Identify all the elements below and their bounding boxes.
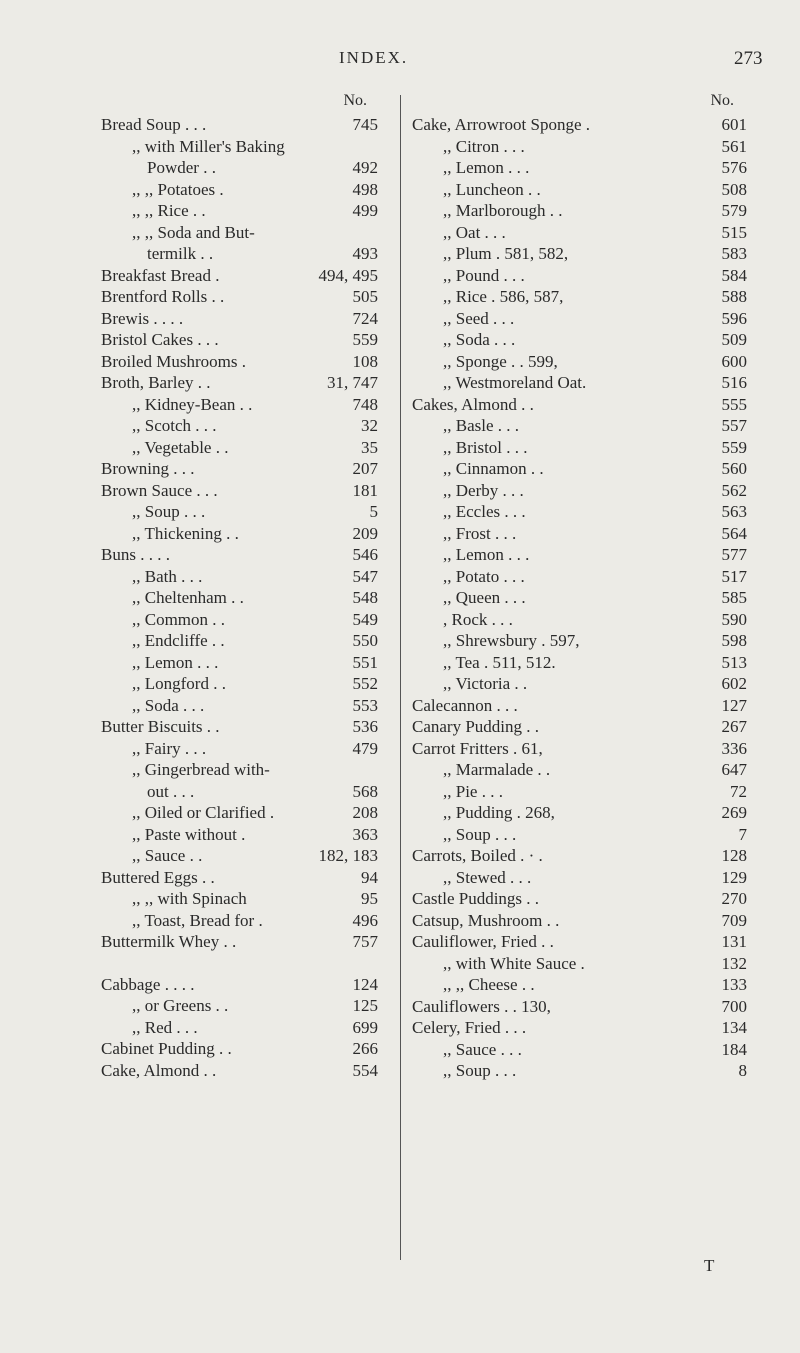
entry-text: ,, Seed . . . [443,308,515,328]
index-entry [412,738,747,760]
entry-text: ,, ,, Cheese . . [443,975,535,994]
entry-number: 516 [721,373,747,392]
entry-text: ,, Lemon . . . [443,158,530,177]
index-entry [101,523,431,545]
entry-number: 494, 495 [318,265,378,285]
index-entry [101,544,431,566]
entry-text: ,, Victoria . . [443,674,528,693]
entry-number: 601 [721,115,747,134]
entry-number: 493 [352,244,378,263]
index-entry [101,157,431,179]
entry-text: Cauliflower, Fried . . [412,932,554,951]
entry-number: 132 [721,953,747,973]
entry-text: ,, Paste without . [132,824,246,844]
entry-number: 647 [721,760,747,779]
entry-text: , Rock . . . [443,609,513,629]
entry-number: 576 [721,158,747,177]
index-entry [412,652,747,674]
entry-text: ,, Westmoreland Oat. [443,373,587,392]
index-entry [101,888,431,910]
entry-text: ,, Basle . . . [443,416,520,435]
index-entry [412,243,747,265]
index-entry [101,587,431,609]
entry-number: 209 [352,523,378,543]
entry-text: ,, ,, Potatoes . [132,179,224,199]
entry-number: 8 [738,1061,747,1080]
entry-number: 124 [352,974,378,994]
entry-text: Buttered Eggs . . [101,867,215,887]
entry-number: 127 [721,695,747,715]
signature-mark: T [704,1256,715,1275]
index-entry [412,523,747,545]
entry-number: 564 [721,523,747,543]
index-entry [101,995,431,1017]
entry-number: 563 [721,502,747,521]
entry-number: 131 [721,932,747,951]
entry-text: ,, Soda . . . [132,695,205,715]
entry-text: Brewis . . . . [101,308,184,328]
index-entry [101,738,431,760]
entry-text: Catsup, Mushroom . . [412,910,560,930]
entry-text: ,, Frost . . . [443,523,517,543]
entry-text: out . . . [147,781,195,801]
index-entry [412,265,747,287]
entry-text: ,, Bristol . . . [443,437,528,457]
entry-text: Cauliflowers . . 130, [412,996,551,1016]
entry-number: 508 [721,179,747,199]
entry-number: 266 [352,1039,378,1058]
entry-number: 509 [721,330,747,349]
entry-text: Bread Soup . . . [101,115,207,134]
index-entry [412,931,747,953]
entry-number: 184 [721,1039,747,1059]
index-entry [101,114,431,136]
index-entry [101,781,431,803]
entry-text: Powder . . [147,158,216,177]
entry-text: ,, Longford . . [132,674,226,693]
index-entry [412,910,747,932]
index-entry [412,867,747,889]
index-entry [101,673,431,695]
entry-text: ,, Vegetable . . [132,437,229,457]
index-entry [101,716,431,738]
entry-text: ,, Oiled or Clarified . [132,803,275,822]
index-entry [412,716,747,738]
entry-text: ,, Plum . 581, 582, [443,244,569,263]
index-entry [101,394,431,416]
index-entry [412,329,747,351]
index-entry [412,136,747,158]
entry-number: 724 [352,308,378,328]
entry-text: Cake, Almond . . [101,1060,217,1080]
entry-text: Castle Puddings . . [412,889,540,908]
entry-text: ,, Stewed . . . [443,867,532,887]
entry-number: 270 [721,889,747,908]
entry-text: Butter Biscuits . . [101,717,220,736]
index-entry [101,652,431,674]
entry-text: Broth, Barley . . [101,373,211,392]
index-entry [412,480,747,502]
index-entry [101,222,431,244]
entry-number: 709 [721,910,747,930]
index-entry [101,566,431,588]
entry-number: 129 [721,867,747,887]
entry-text: Brentford Rolls . . [101,287,225,306]
entry-text: ,, Sponge . . 599, [443,351,558,371]
entry-number: 598 [721,631,747,650]
index-entry [412,953,747,975]
index-entry [101,845,431,867]
index-entry [412,372,747,394]
entry-text: Browning . . . [101,459,195,478]
entry-text: Cabinet Pudding . . [101,1039,232,1058]
entry-text: ,, Rice . 586, 587, [443,287,564,306]
entry-number: 548 [352,588,378,607]
entry-text: ,, Marmalade . . [443,760,551,779]
index-entry [412,609,747,631]
entry-text: Carrot Fritters . 61, [412,738,543,758]
entry-number: 7 [738,824,747,844]
index-entry [101,1060,431,1082]
index-entry [101,802,431,824]
index-entry [101,910,431,932]
entry-number: 363 [352,824,378,844]
index-entry [101,179,431,201]
index-entry [101,867,431,889]
entry-text: ,, Potato . . . [443,566,525,586]
index-entry [412,759,747,781]
index-entry [101,265,431,287]
entry-text: Buns . . . . [101,545,170,564]
entry-number: 31, 747 [327,373,378,392]
index-entry [101,931,431,953]
index-entry [412,286,747,308]
entry-number: 336 [721,738,747,758]
index-entry [412,437,747,459]
entry-text: Cake, Arrowroot Sponge . [412,115,591,134]
index-entry [101,1017,431,1039]
entry-number: 559 [721,437,747,457]
entry-text: ,, Cinnamon . . [443,459,544,478]
entry-text: ,, Red . . . [132,1017,198,1037]
entry-number: 133 [721,975,747,994]
entry-text: ,, Sauce . . . [443,1039,522,1059]
entry-text: ,, Pie . . . [443,781,503,801]
index-entry [412,501,747,523]
index-entry [101,351,431,373]
entry-number: 536 [352,717,378,736]
index-entry [101,974,431,996]
entry-text: Cabbage . . . . [101,974,195,994]
entry-number: 547 [352,566,378,586]
entry-text: ,, Endcliffe . . [132,631,225,650]
entry-text: Calecannon . . . [412,695,518,715]
entry-text: ,, Marlborough . . [443,201,563,220]
entry-number: 602 [721,674,747,693]
entry-number: 513 [721,652,747,672]
entry-text: ,, Shrewsbury . 597, [443,631,580,650]
entry-number: 551 [352,652,378,672]
entry-number: 579 [721,201,747,220]
entry-number: 125 [352,996,378,1015]
entry-number: 557 [721,416,747,435]
entry-text: ,, Oat . . . [443,222,506,242]
index-entry [101,458,431,480]
no-label: No. [343,92,367,109]
entry-text: Bristol Cakes . . . [101,330,219,349]
index-entry [412,458,747,480]
entry-number: 72 [730,781,747,801]
entry-number: 585 [721,588,747,607]
entry-text: ,, Pudding . 268, [443,803,555,822]
entry-text: Celery, Fried . . . [412,1018,527,1037]
entry-text: ,, ,, with Spinach [132,889,247,908]
entry-text: termilk . . [147,244,214,263]
column-heading [101,92,431,114]
entry-number: 554 [352,1060,378,1080]
entry-number: 207 [352,459,378,478]
entry-text: Cakes, Almond . . [412,394,534,414]
index-entry [412,630,747,652]
entry-text: ,, Sauce . . [132,846,203,865]
index-entry [412,544,747,566]
entry-text: ,, Soda . . . [443,330,516,349]
entry-number: 5 [369,502,378,521]
index-entry [412,566,747,588]
index-entry [412,996,747,1018]
index-entry [101,480,431,502]
entry-text: ,, Soup . . . [132,502,206,521]
entry-text: ,, Toast, Bread for . [132,910,263,930]
page-number: 273 [734,48,763,69]
entry-number: 35 [361,437,378,457]
index-entry [412,1017,747,1039]
entry-number: 181 [352,480,378,500]
entry-number: 600 [721,351,747,371]
entry-text: ,, ,, Rice . . [132,201,206,220]
entry-text: ,, Soup . . . [443,1061,517,1080]
entry-number: 553 [352,695,378,715]
index-entry [101,824,431,846]
index-entry [412,222,747,244]
index-entry [412,888,747,910]
index-entry [412,415,747,437]
entry-number: 182, 183 [318,846,378,865]
index-entry [101,501,431,523]
entry-number: 269 [721,803,747,822]
entry-number: 549 [352,609,378,629]
index-entry [101,1038,431,1060]
entry-number: 559 [352,330,378,349]
entry-number: 32 [361,416,378,435]
entry-text: ,, Thickening . . [132,523,239,543]
entry-text: ,, Fairy . . . [132,738,207,758]
entry-number: 550 [352,631,378,650]
entry-number: 499 [352,201,378,220]
no-label: No. [710,92,734,109]
entry-text: ,, Gingerbread with- [132,760,270,779]
entry-text: Brown Sauce . . . [101,480,218,500]
index-entry [101,308,431,330]
index-entry [412,351,747,373]
index-entry [412,824,747,846]
index-entry [101,372,431,394]
entry-number: 505 [352,287,378,306]
entry-text: ,, Eccles . . . [443,502,526,521]
index-entry [101,695,431,717]
entry-number: 546 [352,545,378,564]
entry-number: 496 [352,910,378,930]
entry-number: 95 [361,889,378,908]
entry-number: 588 [721,287,747,306]
entry-number: 94 [361,867,378,887]
entry-number: 562 [721,480,747,500]
entry-text: ,, Scotch . . . [132,416,217,435]
index-entry [412,308,747,330]
index-entry [412,200,747,222]
index-entry [101,759,431,781]
entry-number: 757 [352,932,378,951]
entry-number: 108 [352,351,378,371]
entry-number: 568 [352,781,378,801]
index-entry [101,329,431,351]
index-entry [101,200,431,222]
index-entry [412,587,747,609]
index-entry [101,286,431,308]
entry-number: 128 [721,846,747,865]
entry-text: Breakfast Bread . [101,265,220,285]
entry-text: Broiled Mushrooms . [101,351,246,371]
entry-text: ,, ,, Soda and But- [132,222,255,242]
entry-number: 492 [352,158,378,177]
index-column-right [412,92,747,1082]
index-entry [412,1039,747,1061]
entry-number: 515 [721,222,747,242]
entry-number: 577 [721,545,747,564]
entry-text: ,, Citron . . . [443,136,525,156]
entry-number: 596 [721,308,747,328]
entry-number: 745 [352,115,378,134]
index-entry [101,609,431,631]
entry-text: ,, Lemon . . . [443,545,530,564]
index-entry [101,437,431,459]
entry-text: ,, Luncheon . . [443,179,541,199]
entry-number: 561 [721,136,747,156]
index-entry [412,695,747,717]
entry-number: 555 [721,394,747,414]
entry-number: 700 [721,996,747,1016]
entry-text: Carrots, Boiled . · . [412,846,543,865]
entry-number: 498 [352,179,378,199]
index-entry [101,415,431,437]
entry-number: 584 [721,265,747,285]
entry-text: ,, with White Sauce . [443,953,585,973]
entry-text: ,, Common . . [132,609,226,629]
entry-number: 134 [721,1018,747,1037]
index-entry [101,630,431,652]
index-entry [412,845,747,867]
index-entry [412,781,747,803]
entry-number: 583 [721,244,747,263]
entry-text: ,, Lemon . . . [132,652,219,672]
entry-number: 590 [721,609,747,629]
index-entry [412,974,747,996]
entry-number: 748 [352,394,378,414]
entry-number: 208 [352,803,378,822]
entry-text: ,, with Miller's Baking [132,136,285,156]
column-heading [412,92,742,114]
index-entry [412,673,747,695]
index-entry [101,136,431,158]
index-entry [412,802,747,824]
index-entry [412,1060,747,1082]
entry-number: 517 [721,566,747,586]
entry-number: 552 [352,674,378,693]
index-entry [412,179,747,201]
entry-text: ,, or Greens . . [132,996,229,1015]
entry-number: 699 [352,1017,378,1037]
index-entry [412,157,747,179]
entry-text: ,, Queen . . . [443,588,526,607]
index-entry [412,394,747,416]
index-entry [101,243,431,265]
entry-text: ,, Tea . 511, 512. [443,652,556,672]
entry-text: ,, Cheltenham . . [132,588,244,607]
entry-text: ,, Soup . . . [443,824,517,844]
entry-number: 560 [721,459,747,478]
entry-list [101,114,431,1081]
index-column-left [101,92,431,1081]
page-title: INDEX. [339,48,409,67]
entry-text: ,, Bath . . . [132,566,203,586]
entry-list [412,114,747,1082]
index-entry [412,114,747,136]
entry-number: 479 [352,738,378,758]
entry-text: ,, Derby . . . [443,480,524,500]
entry-text: ,, Kidney-Bean . . [132,394,253,414]
entry-text: Buttermilk Whey . . [101,932,237,951]
entry-number: 267 [721,717,747,736]
entry-text: ,, Pound . . . [443,265,525,285]
entry-text: Canary Pudding . . [412,717,540,736]
page-header [0,48,800,78]
